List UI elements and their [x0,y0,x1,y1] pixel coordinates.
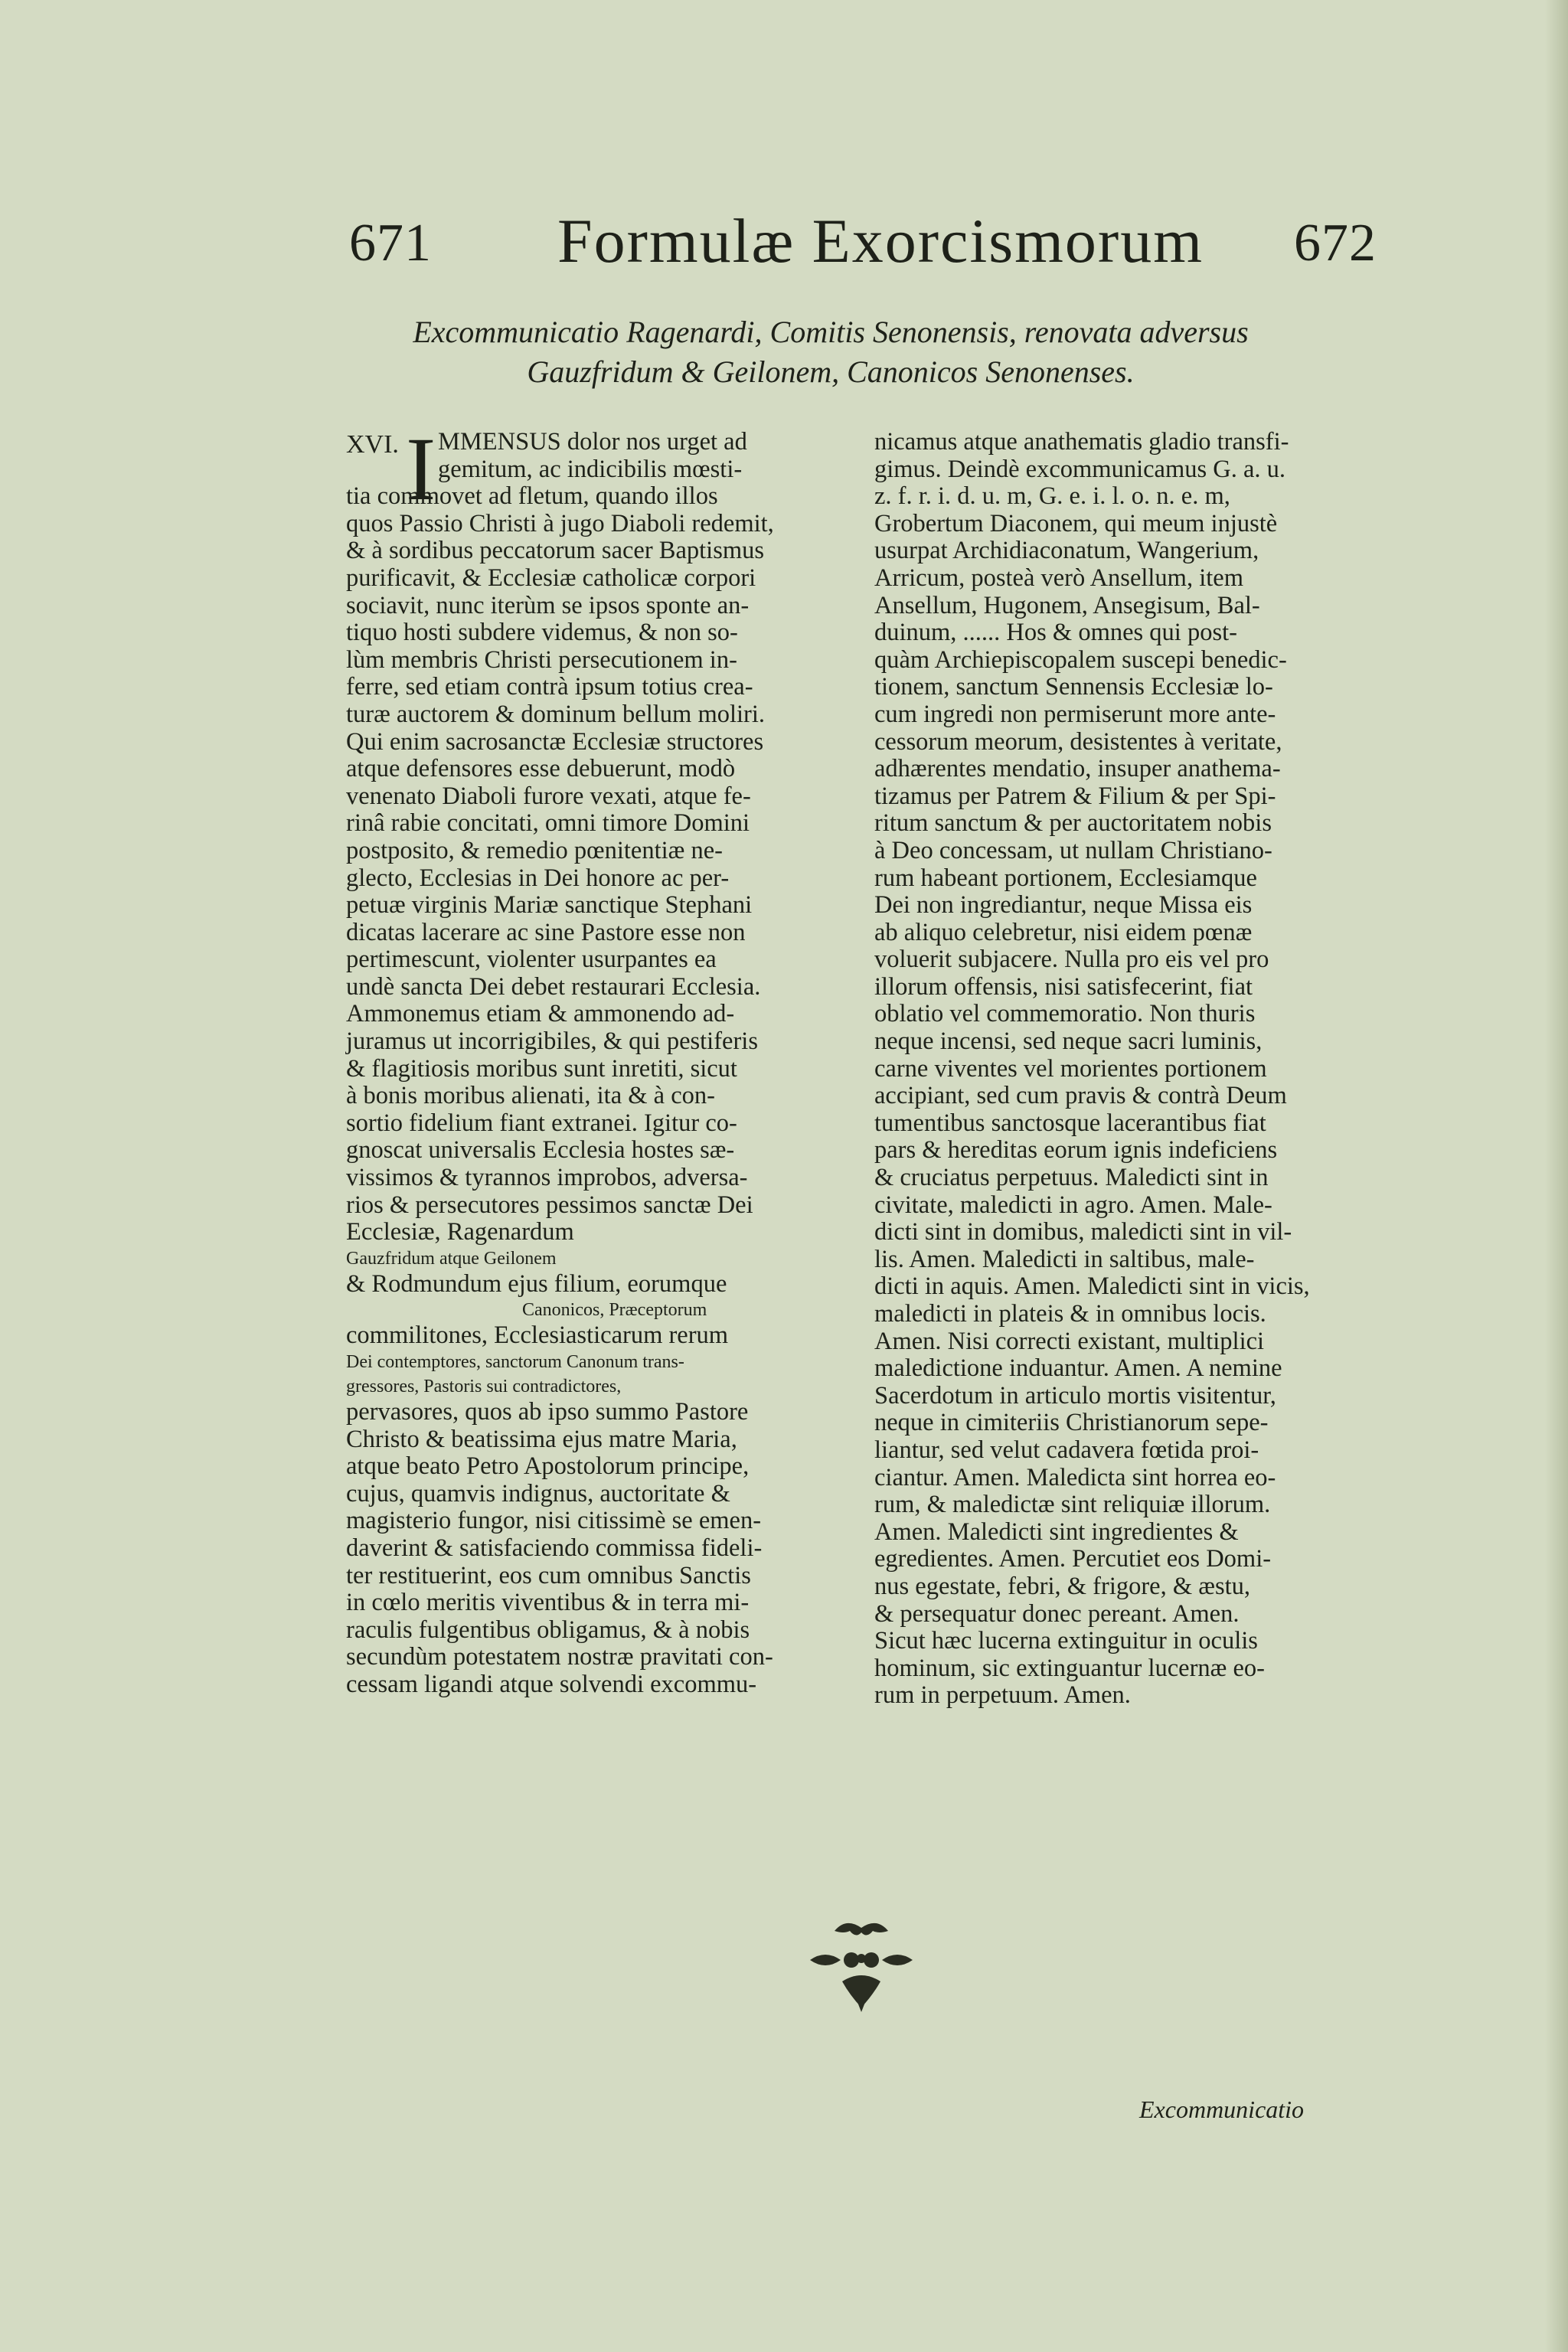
text-line: gimus. Deindè excommunicamus G. a. u. [874,455,1286,483]
text-line: sociavit, nunc iterùm se ipsos sponte an- [346,591,750,619]
text-line: purificavit, & Ecclesiæ catholicæ corpori [346,564,756,592]
text-line: MMENSUS dolor nos urget ad [438,428,747,456]
text-line: liantur, sed velut cadavera fœtida proi- [874,1436,1259,1464]
text-line: cujus, quamvis indignus, auctoritate & [346,1479,730,1508]
text-line: neque incensi, sed neque sacri luminis, [874,1027,1263,1056]
text-line: Sacerdotum in articulo mortis visitentur, [874,1381,1276,1410]
text-line: Dei contemptores, sanctorum Canonum trans- [346,1352,684,1372]
text-line: Dei non ingrediantur, neque Missa eis [874,891,1253,920]
text-line: petuæ virginis Mariæ sanctique Stephani [346,891,753,920]
text-line: ritum sanctum & per auctoritatem nobis [874,809,1272,838]
left-text-column [346,419,845,1699]
text-line: lis. Amen. Maledicti in saltibus, male- [874,1245,1255,1273]
text-line: ab aliquo celebretur, nisi eidem pœnæ [874,918,1253,946]
section-heading-line-1: Excommunicatio Ragenardi, Comitis Senonensis, renovata adversus [413,315,1249,349]
text-line: lùm membris Christi persecutionem in- [346,645,737,674]
text-line: & cruciatus perpetuus. Maledicti sint in [874,1164,1269,1192]
page-edge [1545,0,1568,2352]
text-line: gnoscat universalis Ecclesia hostes sæ- [346,1136,735,1165]
text-line: sortio fidelium fiant extranei. Igitur co- [346,1109,737,1137]
text-line: commilitones, Ecclesiasticarum rerum [346,1321,729,1350]
text-line: glecto, Ecclesias in Dei honore ac per- [346,864,730,892]
running-title: Formulæ Exorcismorum [557,206,1204,276]
text-line: cessorum meorum, desistentes à veritate, [874,727,1282,756]
text-line: juramus ut incorrigibiles, & qui pestiferis [346,1027,758,1056]
text-line: Arricum, posteà verò Ansellum, item [874,564,1243,592]
text-line: adhærentes mendatio, insuper anathema- [874,755,1281,783]
text-line: Ecclesiæ, Ragenardum [346,1218,574,1246]
text-line: Grobertum Diaconem, qui meum injustè [874,509,1278,537]
text-line: raculis fulgentibus obligamus, & à nobis [346,1615,750,1644]
text-line: turæ auctorem & dominum bellum moliri. [346,700,766,728]
text-line: rios & persecutores pessimos sanctæ Dei [346,1191,753,1219]
text-line: accipiant, sed cum pravis & contrà Deum [874,1082,1287,1110]
text-line: illorum offensis, nisi satisfecerint, fiat [874,972,1253,1001]
page-number-left: 671 [349,214,432,273]
section-heading-line-2: Gauzfridum & Geilonem, Canonicos Senonenses. [527,354,1135,389]
text-line: tia commovet ad fletum, quando illos [346,482,718,511]
text-line: ciantur. Amen. Maledicta sint horrea eo- [874,1463,1276,1491]
text-line: dicatas lacerare ac sine Pastore esse non [346,918,746,946]
page-number-right: 672 [1294,214,1377,273]
text-line: secundùm potestatem nostræ pravitati con- [346,1643,773,1671]
text-line: Qui enim sacrosanctæ Ecclesiæ structores [346,727,764,756]
drop-cap: I [406,419,436,519]
text-line: neque in cimiteriis Christianorum sepe- [874,1409,1269,1437]
text-line: hominum, sic extinguantur lucernæ eo- [874,1654,1265,1682]
text-line: nicamus atque anathematis gladio transfi- [874,428,1289,456]
text-line: & flagitiosis moribus sunt inretiti, sicut [346,1054,737,1083]
text-line: quos Passio Christi à jugo Diaboli redemit, [346,509,774,537]
text-line: undè sancta Dei debet restaurari Ecclesia. [346,972,761,1001]
text-line: dicti in aquis. Amen. Maledicti sint in vicis, [874,1272,1310,1301]
text-line: Sicut hæc lucerna extinguitur in oculis [874,1627,1258,1655]
text-line: in cœlo meritis viventibus & in terra mi- [346,1589,750,1617]
text-line: atque defensores esse debuerunt, modò [346,755,736,783]
text-line: ferre, sed etiam contrà ipsum totius crea- [346,673,753,701]
text-line: rum, & maledictæ sint reliquiæ illorum. [874,1491,1271,1519]
text-line: & à sordibus peccatorum sacer Baptismus [346,537,765,565]
text-line: Ammonemus etiam & ammonendo ad- [346,1000,735,1028]
text-line: cessam ligandi atque solvendi excommu- [346,1670,757,1698]
text-line: oblatio vel commemoratio. Non thuris [874,1000,1256,1028]
text-line: usurpat Archidiaconatum, Wangerium, [874,537,1259,565]
text-line: pertimescunt, violenter usurpantes ea [346,946,717,974]
section-number: XVI. [346,430,399,459]
text-line: Amen. Nisi correcti existant, multiplici [874,1327,1265,1355]
text-line: quàm Archiepiscopalem suscepi benedic- [874,645,1287,674]
text-line: gemitum, ac indicibilis mœsti- [438,455,743,483]
text-line: atque beato Petro Apostolorum principe, [346,1452,750,1481]
text-line: maledicti in plateis & in omnibus locis. [874,1300,1266,1328]
text-line: tiquo hosti subdere videmus, & non so- [346,619,738,647]
text-line: rum in perpetuum. Amen. [874,1681,1131,1710]
text-line: nus egestate, febri, & frigore, & æstu, [874,1572,1250,1600]
text-line: egredientes. Amen. Percutiet eos Domi- [874,1545,1272,1573]
text-line: à bonis moribus alienati, ita & à con- [346,1082,715,1110]
text-line: civitate, maledicti in agro. Amen. Male- [874,1191,1272,1219]
catchword: Excommunicatio [1139,2096,1305,2123]
text-line: Gauzfridum atque Geilonem [346,1248,557,1269]
text-line: pervasores, quos ab ipso summo Pastore [346,1398,749,1426]
right-text-column [874,429,1374,1710]
text-line: tionem, sanctum Sennensis Ecclesiæ lo- [874,673,1273,701]
text-line: tumentibus sanctosque lacerantibus fiat [874,1109,1266,1137]
text-line: tizamus per Patrem & Filium & per Spi- [874,782,1276,810]
text-line: dicti sint in domibus, maledicti sint in vil- [874,1218,1292,1246]
text-line: Amen. Maledicti sint ingredientes & [874,1517,1239,1546]
text-line: z. f. r. i. d. u. m, G. e. i. l. o. n. e. m, [874,482,1230,511]
text-line: magisterio fungor, nisi citissimè se emen- [346,1507,762,1535]
text-line: rinâ rabie concitati, omni timore Domini [346,809,750,838]
text-line: Canonicos, Præceptorum [522,1300,707,1321]
text-line: daverint & satisfaciendo commissa fideli- [346,1534,763,1562]
text-line: à Deo concessam, ut nullam Christiano- [874,836,1272,864]
text-line: & Rodmundum ejus filium, eorumque [346,1269,727,1298]
text-line: vissimos & tyrannos improbos, adversa- [346,1164,748,1192]
text-line: & persequatur donec pereant. Amen. [874,1599,1240,1628]
text-line: voluerit subjacere. Nulla pro eis vel pro [874,946,1269,974]
text-line: rum habeant portionem, Ecclesiamque [874,864,1257,892]
text-line: postposito, & remedio pœnitentiæ ne- [346,836,723,864]
text-line: Christo & beatissima ejus matre Maria, [346,1425,737,1453]
text-line: gressores, Pastoris sui contradictores, [346,1377,622,1396]
text-line: carne viventes vel morientes portionem [874,1054,1267,1083]
text-line: cum ingredi non permiserunt more ante- [874,700,1276,728]
text-line: maledictione induantur. Amen. A nemine [874,1354,1282,1383]
text-line: Ansellum, Hugonem, Ansegisum, Bal- [874,591,1260,619]
text-line: ter restituerint, eos cum omnibus Sanctis [346,1561,751,1589]
fleuron-ornament-icon [804,1914,919,2014]
text-line: duinum, ...... Hos & omnes qui post- [874,619,1237,647]
text-line: pars & hereditas eorum ignis indeficiens [874,1136,1278,1165]
text-line: venenato Diaboli furore vexati, atque fe- [346,782,751,810]
